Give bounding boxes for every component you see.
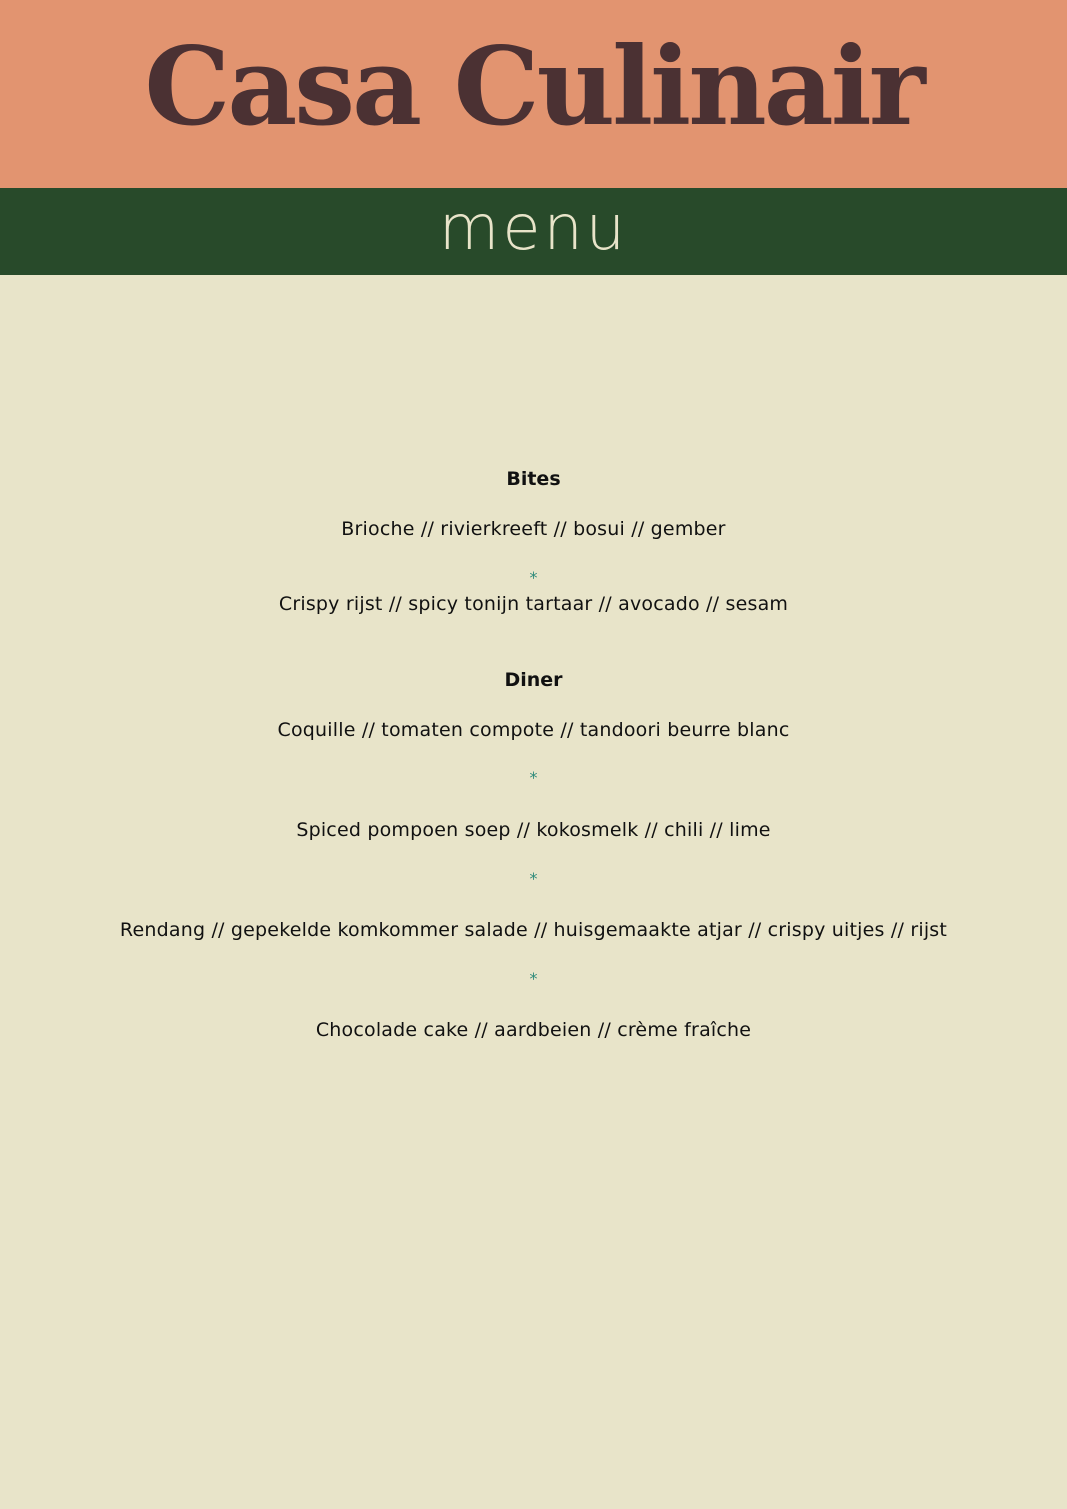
restaurant-name: Casa Culinair bbox=[144, 24, 923, 150]
dish-item: Spiced pompoen soep // kokosmelk // chili // lime bbox=[296, 819, 771, 841]
separator-asterisk: * bbox=[529, 969, 538, 988]
dish-item: Brioche // rivierkreeft // bosui // gember bbox=[341, 518, 726, 540]
menu-subtitle: menu bbox=[438, 191, 629, 264]
dish-item: Crispy rijst // spicy tonijn tartaar // avocado // sesam bbox=[278, 593, 789, 615]
separator-asterisk: * bbox=[529, 869, 538, 888]
section-heading-diner: Diner bbox=[504, 669, 563, 691]
separator-asterisk: * bbox=[529, 768, 538, 787]
dish-item: Coquille // tomaten compote // tandoori beurre blanc bbox=[277, 719, 790, 741]
section-heading-bites: Bites bbox=[506, 468, 561, 490]
dish-item: Rendang // gepekelde komkommer salade // huisgemaakte atjar // crispy uitjes // rijst bbox=[119, 919, 948, 941]
dish-item: Chocolade cake // aardbeien // crème fraîche bbox=[315, 1019, 752, 1041]
separator-asterisk: * bbox=[529, 568, 538, 587]
